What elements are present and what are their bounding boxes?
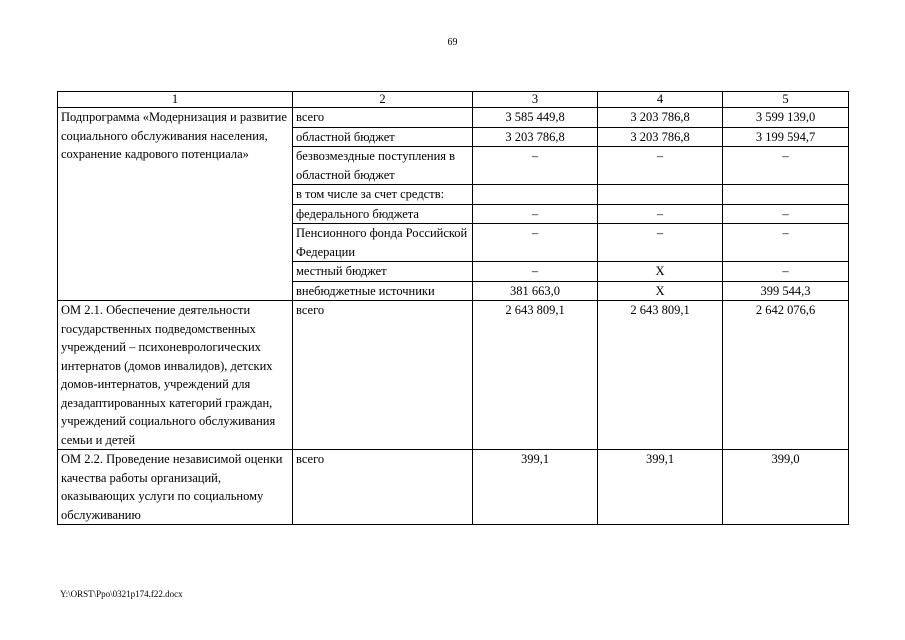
value-cell: 3 585 449,8: [473, 108, 598, 128]
funding-source-cell: Пенсионного фонда Российской Федерации: [293, 224, 473, 262]
value-cell: –: [473, 147, 598, 185]
funding-source-cell: всего: [293, 450, 473, 525]
value-cell: 3 203 786,8: [598, 108, 723, 128]
value-cell: X: [598, 262, 723, 282]
value-cell: 381 663,0: [473, 281, 598, 301]
value-cell: 3 599 139,0: [723, 108, 849, 128]
value-cell: 2 642 076,6: [723, 301, 849, 450]
funding-source-cell: федерального бюджета: [293, 204, 473, 224]
value-cell: –: [473, 204, 598, 224]
column-header-1: 1: [58, 92, 293, 108]
table-header-row: [58, 92, 849, 108]
value-cell: [598, 185, 723, 205]
value-cell: 3 199 594,7: [723, 127, 849, 147]
value-cell: 2 643 809,1: [473, 301, 598, 450]
value-cell: –: [598, 224, 723, 262]
value-cell: 399,1: [473, 450, 598, 525]
value-cell: –: [473, 262, 598, 282]
value-cell: [723, 185, 849, 205]
funding-source-cell: внебюджетные источники: [293, 281, 473, 301]
value-cell: –: [723, 262, 849, 282]
value-cell: –: [598, 204, 723, 224]
value-cell: X: [598, 281, 723, 301]
measure-title-cell: ОМ 2.2. Проведение независимой оценки качества работы организаций, оказывающих услуги по социальному обслуживанию: [58, 450, 293, 525]
value-cell: 3 203 786,8: [598, 127, 723, 147]
page-number: 69: [447, 37, 458, 48]
column-header-2: 2: [293, 92, 473, 108]
value-cell: –: [723, 224, 849, 262]
table-row: [58, 108, 849, 128]
value-cell: –: [723, 204, 849, 224]
funding-source-cell: местный бюджет: [293, 262, 473, 282]
funding-source-cell: всего: [293, 108, 473, 128]
budget-table: [57, 91, 849, 525]
value-cell: –: [723, 147, 849, 185]
measure-title-cell: ОМ 2.1. Обеспечение деятельности государственных подведомственных учреждений – психоневрологических интернатов (домов инвалидов), детских домов-интернатов, учреждений для дезадаптированных категорий граждан, учреждений социального обслуживания семьи и детей: [58, 301, 293, 450]
funding-source-cell: в том числе за счет средств:: [293, 185, 473, 205]
value-cell: 399,1: [598, 450, 723, 525]
value-cell: –: [473, 224, 598, 262]
value-cell: 2 643 809,1: [598, 301, 723, 450]
column-header-3: 3: [473, 92, 598, 108]
funding-source-cell: областной бюджет: [293, 127, 473, 147]
funding-source-cell: безвозмездные поступления в областной бюджет: [293, 147, 473, 185]
value-cell: 3 203 786,8: [473, 127, 598, 147]
table-row: [58, 301, 849, 450]
column-header-4: 4: [598, 92, 723, 108]
file-path-footer: Y:\ORST\Ppo\0321p174.f22.docx: [60, 589, 183, 599]
funding-source-cell: всего: [293, 301, 473, 450]
subprogram-title-cell: Подпрограмма «Модернизация и развитие социального обслуживания населения, сохранение кадрового потенциала»: [58, 108, 293, 301]
value-cell: 399,0: [723, 450, 849, 525]
value-cell: 399 544,3: [723, 281, 849, 301]
value-cell: [473, 185, 598, 205]
value-cell: –: [598, 147, 723, 185]
column-header-5: 5: [723, 92, 849, 108]
table-row: [58, 450, 849, 525]
